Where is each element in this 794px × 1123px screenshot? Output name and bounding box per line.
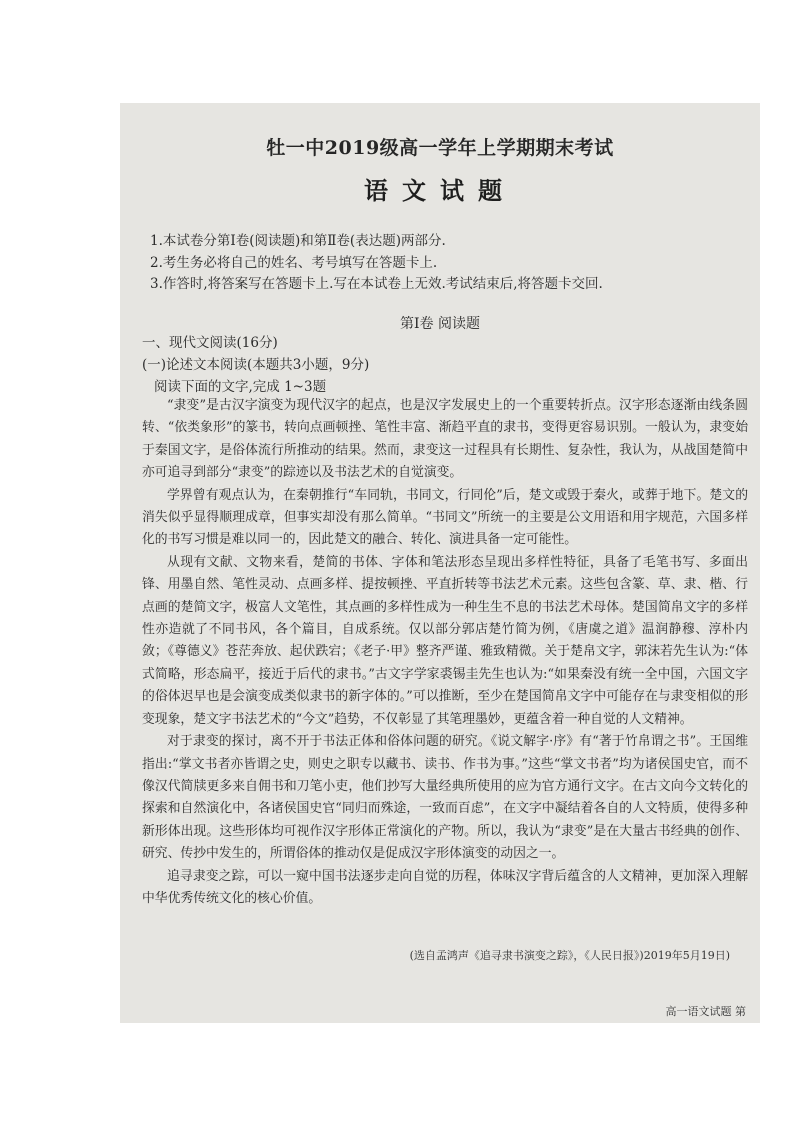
notice-item: 1.本试卷分第Ⅰ卷(阅读题)和第Ⅱ卷(表达题)两部分. xyxy=(150,233,446,249)
passage-paragraph: 从现有文献、文物来看，楚简的书体、字体和笔法形态呈现出多样性特征，具备了毛笔书写、多面出锋、用墨自然、笔性灵动、点画多样、提按顿挫、平直折转等书法艺术元素。这些包含篆、草、隶、楷、行点画的楚简文字，极富人文笔性，其点画的多样性成为一种生生不息的书法艺术母体。楚国简帛文字的多样性亦造就了不同书风，各个篇目，自成系统。仅以部分郭店楚竹简为例，《唐虞之道》温润静穆、淳朴内敛；《尊德义》苍茫奔放、起伏跌宕；《老子·甲》整齐严谨、雅致精微。关于楚帛文字，郭沫若先生认为:“体式简略，形态扁平，接近于后代的隶书。”古文字学家裘锡圭先生也认为:“如果秦没有统一全中国，六国文字的俗体迟早也是会演变成类似隶书的新字体的。”可以推断，至少在楚国简帛文字中可能存在与隶变相似的形变现象，楚文字书法艺术的“今文”趋势，不仅彰显了其笔理墨妙，更蕴含着一种自觉的人文精神。 xyxy=(142,554,748,727)
passage-paragraph: 学界曾有观点认为，在秦朝推行“车同轨，书同文，行同伦”后，楚文或毁于秦火，或葬于地下。楚文的消失似乎显得顺理成章，但事实却没有那么简单。“书同文”所统一的主要是公文用语和用字规范，六国多样化的书写习惯是难以同一的，因此楚文的融合、转化、演进具备一定可能性。 xyxy=(142,487,748,548)
part-header: 第Ⅰ卷 阅读题 xyxy=(400,316,480,332)
reading-passage xyxy=(142,395,748,910)
exam-paper xyxy=(120,103,760,1023)
passage-paragraph: 对于隶变的探讨，离不开于书法正体和俗体问题的研究。《说文解字·序》有“著于竹帛谓之书”。王国维指出:“掌文书者亦皆谓之史，则史之职专以藏书、读书、作书为事。”这些“掌文书者”均为诸侯国史官，而不像汉代简牍更多来自佣书和刀笔小吏，他们抄写大量经典所使用的应为官方通行文字。在古文向今文转化的探索和自然演化中，各诸侯国史官“同归而殊途，一致而百虑”，在文字中凝结着各自的人文特质，使得多种新形体出现。这些形体均可视作汉字形体正常演化的产物。所以，我认为“隶变”是在大量古书经典的创作、研究、传抄中发生的，所谓俗体的推动仅是促成汉字形体演变的动因之一。 xyxy=(142,734,748,862)
notice-item: 2.考生务必将自己的姓名、考号填写在答题卡上. xyxy=(150,254,438,271)
section-heading: 一、现代文阅读(16分) xyxy=(142,335,278,351)
page-footer: 高一语文试题 第 xyxy=(665,1005,746,1018)
passage-source: (选自孟鸿声《追寻隶书演变之踪》，《人民日报》)2019年5月19日) xyxy=(409,949,730,962)
exam-notices xyxy=(150,231,740,296)
subject-title: 语文试题 xyxy=(364,176,516,205)
passage-paragraph: “隶变”是古汉字演变为现代汉字的起点，也是汉字发展史上的一个重要转折点。汉字形态逐渐由线条圆转、“依类象形”的篆书，转向点画顿挫、笔性丰富、渐趋平直的隶书，变得更容易识别。一般认为，隶变始于秦国文字，是俗体流行所推动的结果。然而，隶变这一过程具有长期性、复杂性，我认为，从战国楚简中亦可追寻到部分“隶变”的踪迹以及书法艺术的自觉演变。 xyxy=(142,398,748,481)
exam-title: 牡一中2019级高一学年上学期期末考试 xyxy=(266,137,614,159)
subsection-heading: (一)论述文本阅读(本题共3小题，9分) xyxy=(142,357,370,373)
notice-item: 3.作答时,将答案写在答题卡上.写在本试卷上无效.考试结束后,将答题卡交回. xyxy=(150,276,603,292)
reading-instruction: 阅读下面的文字,完成 1~3题 xyxy=(154,379,327,395)
passage-paragraph: 追寻隶变之踪，可以一窥中国书法逐步走向自觉的历程，体味汉字背后蕴含的人文精神，更加深入理解中华优秀传统文化的核心价值。 xyxy=(142,868,748,906)
